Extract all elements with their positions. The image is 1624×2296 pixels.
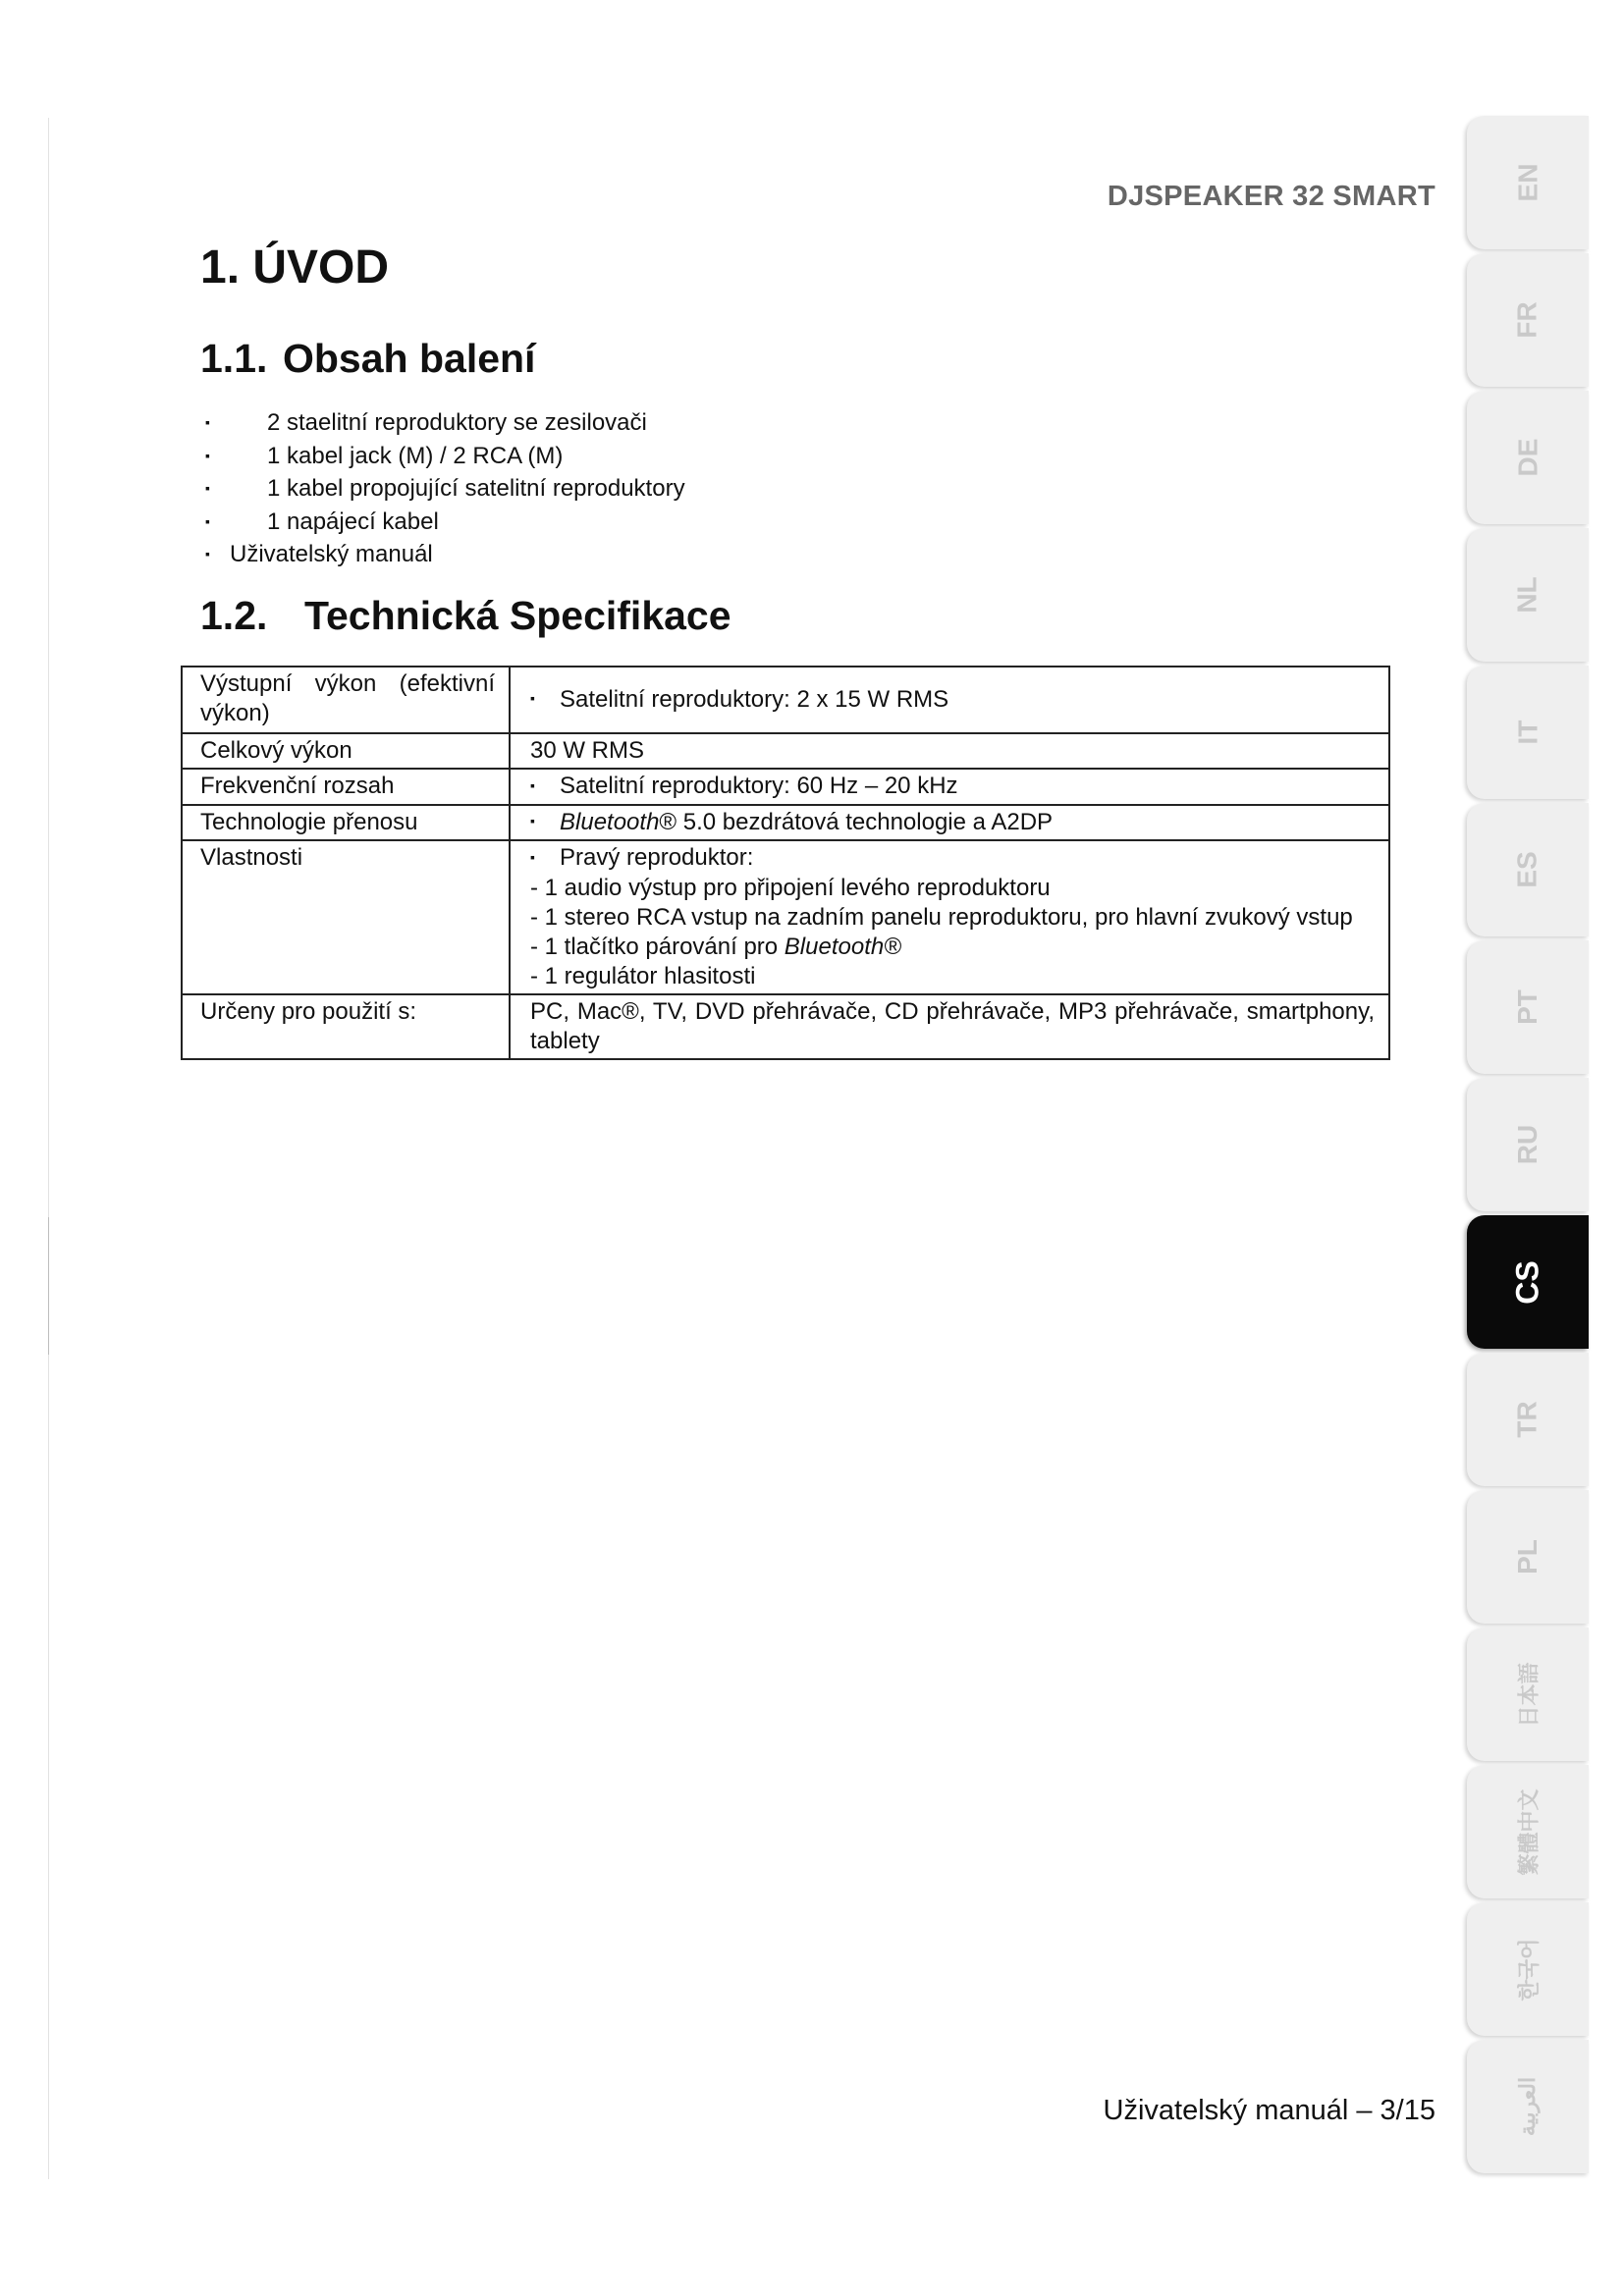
tab-lang-nl[interactable]: NL	[1467, 528, 1589, 662]
tab-lang-ru[interactable]: RU	[1467, 1078, 1589, 1211]
list-item: ▪ 2 staelitní reproduktory se zesilovači	[200, 406, 685, 440]
bullet-icon: ▪	[205, 512, 210, 529]
table-row	[182, 667, 1389, 733]
tab-lang-it[interactable]: IT	[1467, 666, 1589, 799]
tab-lang-de[interactable]: DE	[1467, 391, 1589, 524]
list-item: ▪ 1 kabel jack (M) / 2 RCA (M)	[200, 440, 685, 473]
spec-table	[181, 666, 1390, 1060]
bullet-icon: ▪	[205, 414, 210, 430]
chapter-title: ÚVOD	[252, 241, 390, 294]
feature-line: - 1 regulátor hlasitosti	[530, 962, 756, 989]
bullet-icon: ▪	[205, 480, 210, 496]
spec-value	[510, 840, 1389, 994]
page-footer: Uživatelský manuál – 3/15	[1103, 2095, 1435, 2126]
bullet-icon: ▪	[205, 447, 210, 463]
section-title: Obsah balení	[283, 336, 536, 381]
tab-lang-en[interactable]: EN	[1467, 116, 1589, 249]
spec-value: 30 W RMS	[510, 733, 1389, 769]
tab-lang-fr[interactable]: FR	[1467, 253, 1589, 387]
spec-label: Určeny pro použití s:	[182, 994, 510, 1059]
tab-lang-zh[interactable]: 繁體中文	[1467, 1765, 1589, 1898]
bullet-icon: ▪	[205, 546, 210, 561]
list-item: ▪ Uživatelský manuál	[200, 538, 685, 571]
table-row	[182, 733, 1389, 769]
spec-value: PC, Mac®, TV, DVD přehrávače, CD přehrávače, MP3 přehrávače, smartphony, tablety	[510, 994, 1389, 1059]
margin-line	[48, 1217, 49, 1355]
bullet-icon: ▪	[530, 813, 535, 829]
spec-label: Frekvenční rozsah	[182, 769, 510, 805]
spec-label: Výstupní výkon (efektivní výkon)	[182, 667, 510, 733]
feature-line: - 1 tlačítko párování pro Bluetooth®	[530, 933, 901, 960]
section-heading-specs	[200, 593, 731, 639]
spec-value: ▪ Satelitní reproduktory: 2 x 15 W RMS	[510, 667, 1389, 733]
bullet-icon: ▪	[530, 848, 535, 865]
chapter-number: 1.	[200, 241, 241, 294]
feature-line: - 1 audio výstup pro připojení levého reproduktoru	[530, 874, 1051, 901]
margin-line	[48, 118, 49, 1217]
section-number: 1.2.	[200, 593, 268, 638]
spec-label: Technologie přenosu	[182, 805, 510, 841]
package-contents-list	[200, 406, 685, 571]
tab-lang-ar[interactable]: العربية	[1467, 2040, 1589, 2173]
table-row	[182, 840, 1389, 994]
spec-label: Celkový výkon	[182, 733, 510, 769]
section-heading-contents	[200, 336, 535, 382]
tab-lang-tr[interactable]: TR	[1467, 1353, 1589, 1486]
product-header: DJSPEAKER 32 SMART	[1107, 181, 1435, 212]
table-row	[182, 769, 1389, 805]
tab-lang-pt[interactable]: PT	[1467, 940, 1589, 1074]
tab-lang-ko[interactable]: 한국어	[1467, 1902, 1589, 2036]
feature-line: - 1 stereo RCA vstup na zadním panelu reproduktoru, pro hlavní zvukový vstup	[530, 903, 1353, 931]
tab-lang-ja[interactable]: 日本語	[1467, 1628, 1589, 1761]
list-item: ▪ 1 napájecí kabel	[200, 506, 685, 539]
bullet-icon: ▪	[530, 690, 535, 707]
tab-lang-cs[interactable]: CS	[1467, 1215, 1589, 1349]
bullet-icon: ▪	[530, 776, 535, 793]
spec-value: ▪ Satelitní reproduktory: 60 Hz – 20 kHz	[510, 769, 1389, 805]
section-title: Technická Specifikace	[304, 593, 731, 638]
margin-line	[48, 1355, 49, 2179]
table-row	[182, 994, 1389, 1059]
feature-line: ▪ Pravý reproduktor:	[530, 843, 1375, 874]
spec-label: Vlastnosti	[182, 840, 510, 994]
tab-lang-pl[interactable]: PL	[1467, 1490, 1589, 1624]
section-number: 1.1.	[200, 336, 268, 381]
table-row	[182, 805, 1389, 841]
chapter-heading	[200, 240, 389, 294]
spec-value: ▪ Bluetooth® 5.0 bezdrátová technologie a A2DP	[510, 805, 1389, 841]
tab-lang-es[interactable]: ES	[1467, 803, 1589, 936]
list-item: ▪ 1 kabel propojující satelitní reproduktory	[200, 472, 685, 506]
